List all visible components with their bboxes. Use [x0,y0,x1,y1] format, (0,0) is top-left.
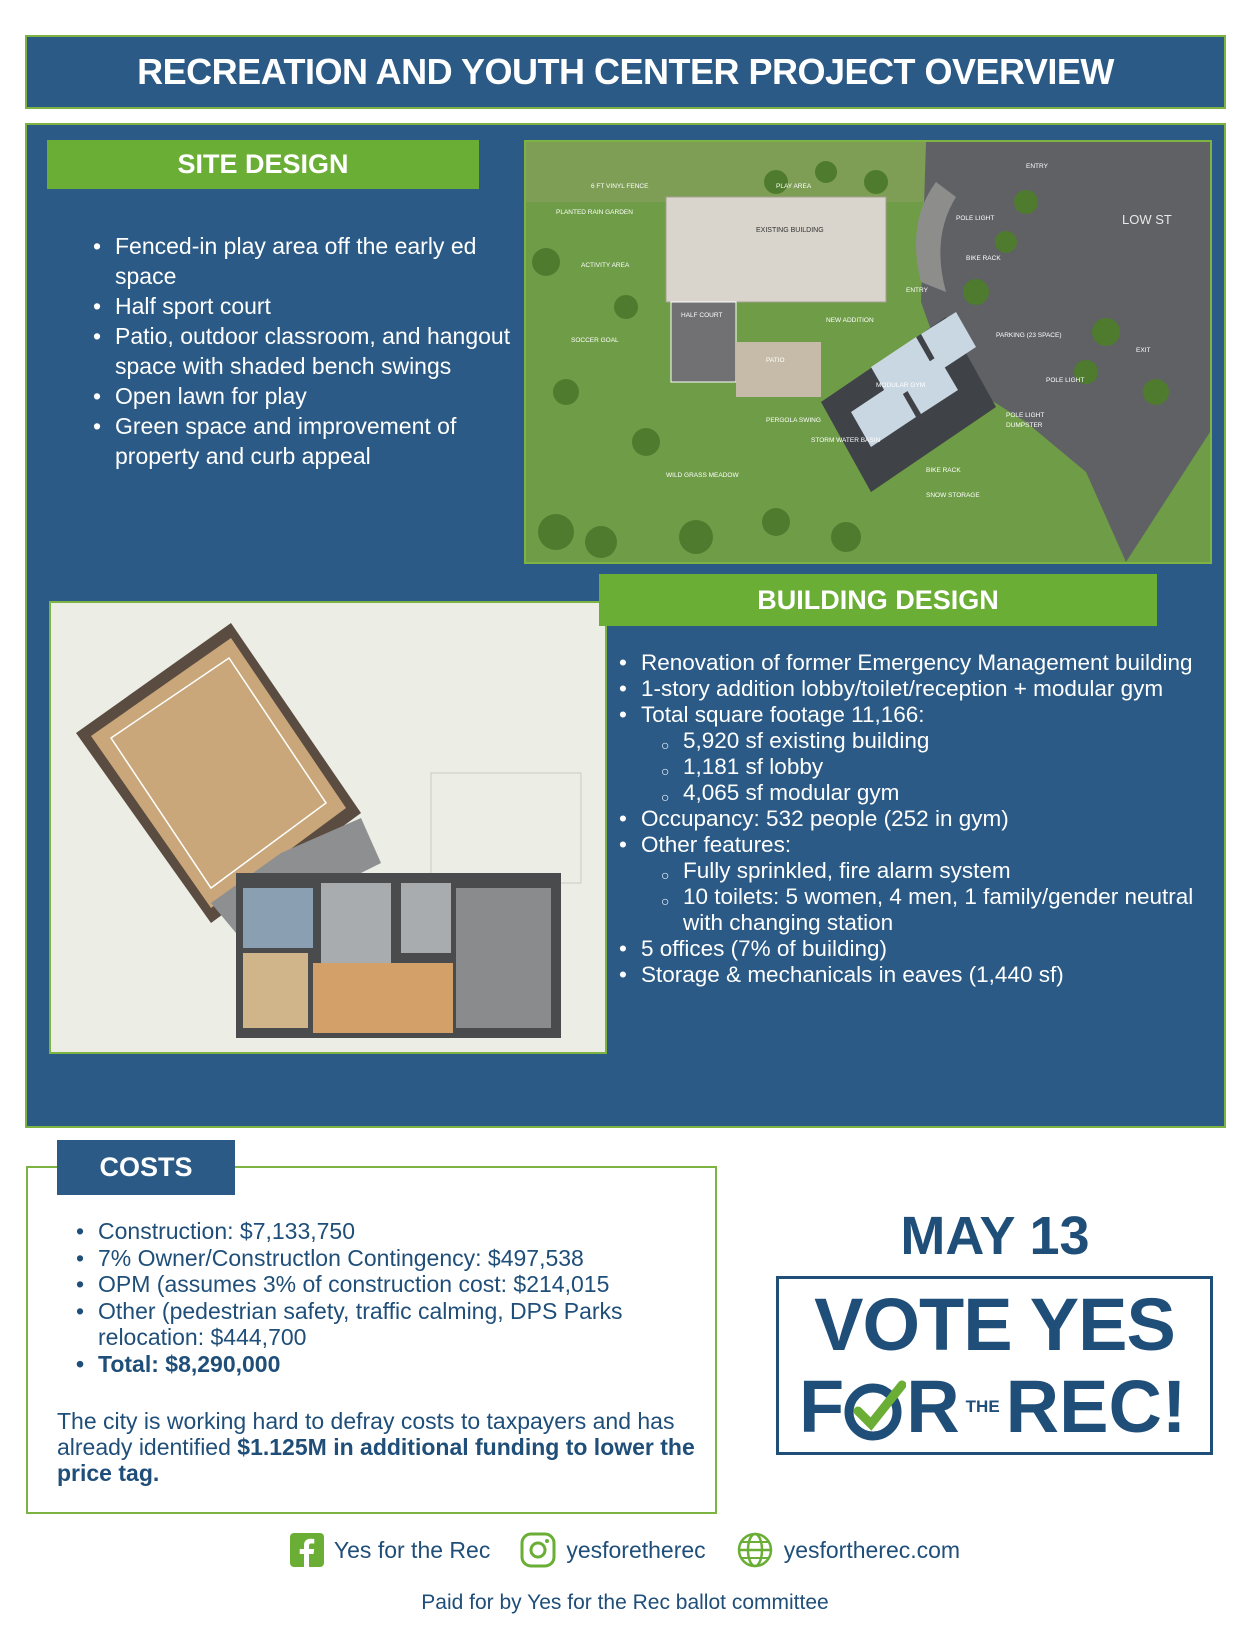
page-title: RECREATION AND YOUTH CENTER PROJECT OVERVIEW [137,51,1114,92]
list-item: • Renovation of former Emergency Management building [641,650,1211,676]
map-label: EXIT [1136,347,1151,354]
footer-social [0,1531,1250,1569]
instagram-icon [520,1532,556,1568]
facebook-icon [290,1533,324,1567]
list-item: • Storage & mechanicals in eaves (1,440 sf) [641,962,1211,988]
list-item: • Fenced-in play area off the early ed space [115,231,535,291]
site-plan-image [524,140,1212,564]
map-label: SNOW STORAGE [926,492,980,499]
map-label: POLE LIGHT [1046,377,1085,384]
map-label: PARKING (23 SPACE) [996,332,1062,339]
costs-heading: COSTS [57,1140,235,1195]
vote-line-1: VOTE YES [814,1283,1175,1366]
map-label: LOW ST [1122,212,1172,227]
sub-list [641,858,1211,936]
map-label: ACTIVITY AREA [581,262,630,269]
list-item: • Patio, outdoor classroom, and hangout space with shaded bench swings [115,321,535,381]
list-item: • Green space and improvement of property and curb appeal [115,411,535,471]
vote-letter: R [906,1365,960,1448]
facebook-link[interactable] [290,1533,490,1567]
list-item: • Occupancy: 532 people (252 in gym) [641,806,1211,832]
list-item: • Open lawn for play [115,381,535,411]
costs-note-bold: $1.125M in additional funding to lower the price tag. [57,1434,695,1486]
list-item: • OPM (assumes 3% of construction cost: $214,015 [98,1271,698,1298]
map-label: ENTRY [1026,163,1048,170]
map-label: DUMPSTER [1006,422,1043,429]
map-label: PERGOLA SWING [766,417,821,424]
map-label: PLANTED RAIN GARDEN [556,209,633,216]
map-label: NEW ADDITION [826,317,874,324]
title-bar [25,35,1226,109]
overview-panel [25,123,1226,1128]
vote-line-2 [799,1365,1187,1449]
list-item: • Construction: $7,133,750 [98,1218,698,1245]
list-item: • 7% Owner/Constructlon Contingency: $497,538 [98,1245,698,1272]
sub-item: ○ 5,920 sf existing building [683,728,1211,754]
floor-plan-image [49,601,607,1054]
costs-list [72,1218,698,1377]
map-label: PLAY AREA [776,183,812,190]
vote-letter: F [799,1365,845,1448]
map-label: STORM WATER BASIN [811,437,881,444]
sub-item: ○ Fully sprinkled, fire alarm system [683,858,1211,884]
map-label: POLE LIGHT [1006,412,1045,419]
map-label: EXISTING BUILDING [756,227,824,234]
list-item [641,832,1211,936]
paid-for-disclaimer: Paid for by Yes for the Rec ballot committee [421,1591,829,1614]
map-label: POLE LIGHT [956,215,995,222]
map-label: WILD GRASS MEADOW [666,472,739,479]
list-item-text: Other features: [641,832,792,857]
site-design-heading: SITE DESIGN [47,140,479,189]
building-design-list [615,650,1211,988]
facebook-label: Yes for the Rec [333,1536,491,1563]
check-circle-icon [844,1376,906,1438]
vote-rec: REC! [1005,1365,1187,1448]
sub-item: ○ 1,181 sf lobby [683,754,1211,780]
site-design-list [89,231,535,471]
map-label: MODULAR GYM [876,382,926,389]
vote-date: MAY 13 [900,1206,1090,1266]
vote-the: THE [965,1397,1000,1416]
costs-note-text: The city is working hard to defray costs to taxpayers and has already identified [57,1408,675,1460]
instagram-label: yesforetherec [566,1536,706,1563]
list-item: • 1-story addition lobby/toilet/reception + modular gym [641,676,1211,702]
sub-item: ○ 4,065 sf modular gym [683,780,1211,806]
vote-logo [776,1276,1213,1455]
building-design-heading: BUILDING DESIGN [599,574,1157,626]
map-label: BIKE RACK [926,467,961,474]
map-label: 6 FT VINYL FENCE [591,183,649,190]
list-item [641,702,1211,806]
list-item: • Half sport court [115,291,535,321]
list-item: • 5 offices (7% of building) [641,936,1211,962]
website-link[interactable] [736,1531,960,1569]
list-item-text: Total square footage 11,166: [641,702,925,727]
map-label: BIKE RACK [966,255,1001,262]
list-item: • Total: $8,290,000 [98,1351,698,1378]
map-label: PATIO [766,357,785,364]
list-item: • Other (pedestrian safety, traffic calming, DPS Parks relocation: $444,700 [98,1298,698,1351]
costs-note [57,1408,697,1486]
map-label: SOCCER GOAL [571,337,619,344]
sub-item: ○ 10 toilets: 5 women, 4 men, 1 family/gender neutral with changing station [683,884,1211,936]
globe-icon [736,1531,774,1569]
website-label: yesfortherec.com [783,1536,961,1563]
map-label: HALF COURT [681,312,723,319]
instagram-link[interactable] [520,1532,705,1568]
sub-list [641,728,1211,806]
map-label: ENTRY [906,287,928,294]
